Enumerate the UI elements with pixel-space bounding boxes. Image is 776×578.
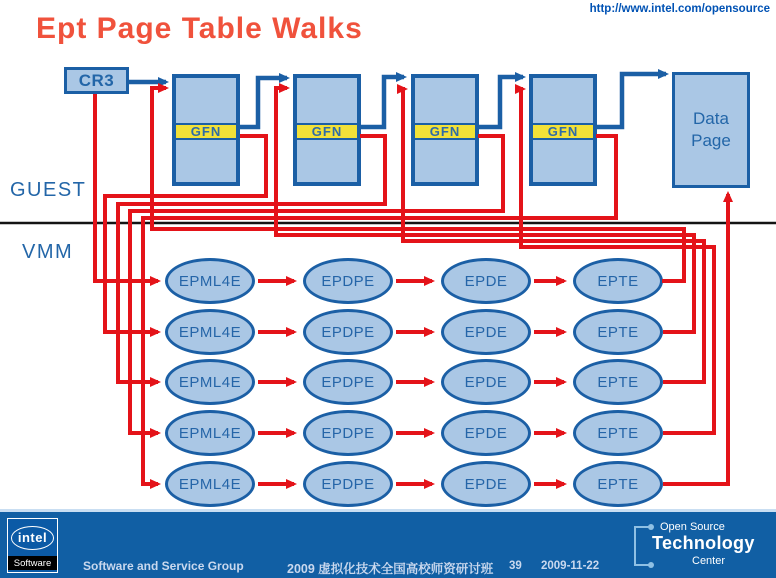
- ept-node-epml4e-row2: EPML4E: [165, 309, 255, 355]
- ept-node-epde-row4: EPDE: [441, 410, 531, 456]
- footer-date: 2009-11-22: [541, 560, 600, 572]
- red-return-epte5-to-datapage: [663, 194, 728, 484]
- guest-page-table-4: [529, 74, 597, 186]
- ept-node-epde-row1: EPDE: [441, 258, 531, 304]
- ept-node-epte-row4: EPTE: [573, 410, 663, 456]
- ept-node-epdpe-row4: EPDPE: [303, 410, 393, 456]
- ept-node-epte-row1: EPTE: [573, 258, 663, 304]
- intel-logo-text: intel: [11, 526, 54, 550]
- ept-node-epdpe-row3: EPDPE: [303, 359, 393, 405]
- ept-node-epde-row5: EPDE: [441, 461, 531, 507]
- opensource-url-link[interactable]: http://www.intel.com/opensource: [589, 3, 770, 15]
- data-page-box: Data Page: [672, 72, 750, 188]
- ept-node-epml4e-row5: EPML4E: [165, 461, 255, 507]
- ostc-bracket-icon: [634, 526, 650, 566]
- ept-node-epte-row3: EPTE: [573, 359, 663, 405]
- red-feed-cr3-to-walk1: [95, 94, 158, 281]
- guest-zone-label: GUEST: [10, 179, 87, 201]
- slide-title: Ept Page Table Walks: [36, 12, 363, 45]
- gfn-band-1: GFN: [176, 123, 236, 140]
- intel-software-logo: [7, 518, 58, 573]
- guest-page-table-2: [293, 74, 361, 186]
- blue-arrow-gfn2-to-table3: [360, 77, 404, 127]
- ept-node-epde-row3: EPDE: [441, 359, 531, 405]
- blue-arrow-gfn3-to-table4: [478, 77, 523, 127]
- ostc-open-source-label: Open Source: [660, 521, 725, 533]
- ept-node-epte-row5: EPTE: [573, 461, 663, 507]
- gfn-band-3: GFN: [415, 123, 475, 140]
- cr3-box: CR3: [64, 67, 129, 94]
- ept-node-epml4e-row4: EPML4E: [165, 410, 255, 456]
- footer-page-number: 39: [509, 560, 522, 572]
- footer-event-label: 2009 虚拟化技术全国高校师资研讨班: [287, 562, 494, 576]
- ept-node-epdpe-row2: EPDPE: [303, 309, 393, 355]
- ept-node-epde-row2: EPDE: [441, 309, 531, 355]
- ept-node-epdpe-row1: EPDPE: [303, 258, 393, 304]
- gfn-band-2: GFN: [297, 123, 357, 140]
- blue-arrow-gfn1-to-table2: [240, 78, 287, 127]
- ostc-technology-label: Technology: [652, 533, 755, 553]
- vmm-zone-label: VMM: [22, 241, 74, 263]
- ept-node-epml4e-row3: EPML4E: [165, 359, 255, 405]
- intel-logo-icon: [8, 519, 57, 556]
- open-source-technology-center-logo: [630, 518, 772, 572]
- guest-page-table-1: [172, 74, 240, 186]
- ostc-center-label: Center: [692, 555, 726, 567]
- footer-group-label: Software and Service Group: [83, 559, 244, 573]
- gfn-band-4: GFN: [533, 123, 593, 140]
- ept-node-epml4e-row1: EPML4E: [165, 258, 255, 304]
- ept-node-epte-row2: EPTE: [573, 309, 663, 355]
- ept-node-epdpe-row5: EPDPE: [303, 461, 393, 507]
- intel-software-label: Software: [8, 556, 57, 570]
- blue-arrow-gfn4-to-datapage: [596, 74, 666, 127]
- guest-page-table-3: [411, 74, 479, 186]
